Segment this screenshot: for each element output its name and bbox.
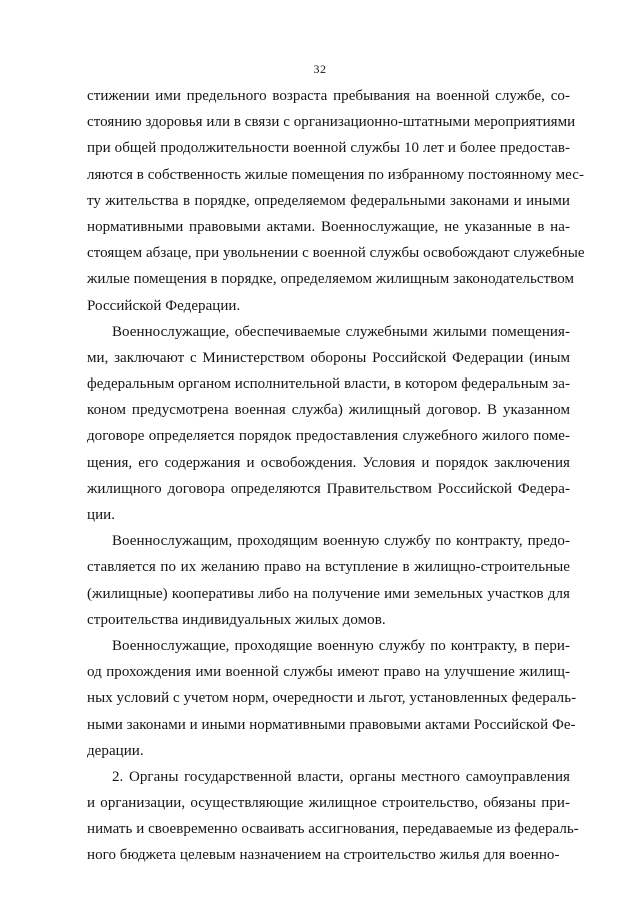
text-line: нормативными правовыми актами. Военнослужащие, не указанные в на- bbox=[87, 218, 570, 235]
text-line: жилищного договора определяются Правительством Российской Федера- bbox=[87, 480, 570, 497]
text-line: ставляется по их желанию право на вступление в жилищно-строительные bbox=[87, 559, 570, 576]
text-line: нимать и своевременно осваивать ассигнования, передаваемые из федераль- bbox=[87, 821, 579, 838]
text-line: стоящем абзаце, при увольнении с военной службы освобождают служебные bbox=[87, 245, 585, 262]
paragraph bbox=[87, 528, 570, 633]
text-line: дерации. bbox=[87, 742, 144, 759]
text-line: жилые помещения в порядке, определяемом жилищным законодательством bbox=[87, 271, 575, 288]
text-line: Военнослужащим, проходящим военную службу по контракту, предо- bbox=[112, 533, 570, 550]
text-line: ции. bbox=[87, 507, 116, 523]
text-line: (жилищные) кооперативы либо на получение ими земельных участков для bbox=[87, 585, 570, 602]
text-line: ми, заключают с Министерством обороны Российской Федерации (иным bbox=[87, 349, 570, 366]
text-line: стоянию здоровья или в связи с организационно-штатными мероприятиями bbox=[87, 114, 576, 131]
text-line: ту жительства в порядке, определяемом федеральными законами и иными bbox=[87, 192, 570, 209]
text-line: федеральным органом исполнительной власти, в котором федеральным за- bbox=[87, 376, 570, 393]
paragraph bbox=[87, 633, 577, 764]
paragraph bbox=[87, 319, 570, 529]
paragraph bbox=[87, 764, 579, 869]
text-line: договоре определяется порядок предоставления служебного жилого поме- bbox=[87, 428, 570, 445]
text-line: ного бюджета целевым назначением на строительство жилья для военно- bbox=[87, 847, 560, 864]
text-line: ными законами и иными нормативными правовыми актами Российской Фе- bbox=[87, 716, 576, 733]
text-line: и организации, осуществляющие жилищное строительство, обязаны при- bbox=[87, 795, 570, 812]
body-text bbox=[87, 83, 585, 869]
text-line: од прохождения ими военной службы имеют право на улучшение жилищ- bbox=[87, 664, 570, 681]
text-line: Российской Федерации. bbox=[87, 297, 241, 314]
text-line: при общей продолжительности военной службы 10 лет и более предостав- bbox=[87, 140, 570, 157]
text-line: 2. Органы государственной власти, органы местного самоуправления bbox=[112, 768, 570, 785]
text-line: ляются в собственность жилые помещения по избранному постоянному мес- bbox=[87, 166, 585, 183]
text-line: Военнослужащие, обеспечиваемые служебными жилыми помещения- bbox=[112, 323, 570, 340]
text-line: Военнослужащие, проходящие военную службу по контракту, в пери- bbox=[112, 637, 570, 654]
text-line: щения, его содержания и освобождения. Условия и порядок заключения bbox=[87, 454, 570, 471]
text-line: стижении ими предельного возраста пребывания на военной службе, со- bbox=[87, 88, 570, 104]
page-number: 32 bbox=[313, 62, 327, 76]
text-line: коном предусмотрена военная служба) жилищный договор. В указанном bbox=[87, 402, 570, 419]
text-line: ных условий с учетом норм, очередности и льгот, установленных федераль- bbox=[87, 690, 577, 707]
paragraph bbox=[87, 83, 585, 319]
text-line: строительства индивидуальных жилых домов. bbox=[87, 611, 386, 628]
